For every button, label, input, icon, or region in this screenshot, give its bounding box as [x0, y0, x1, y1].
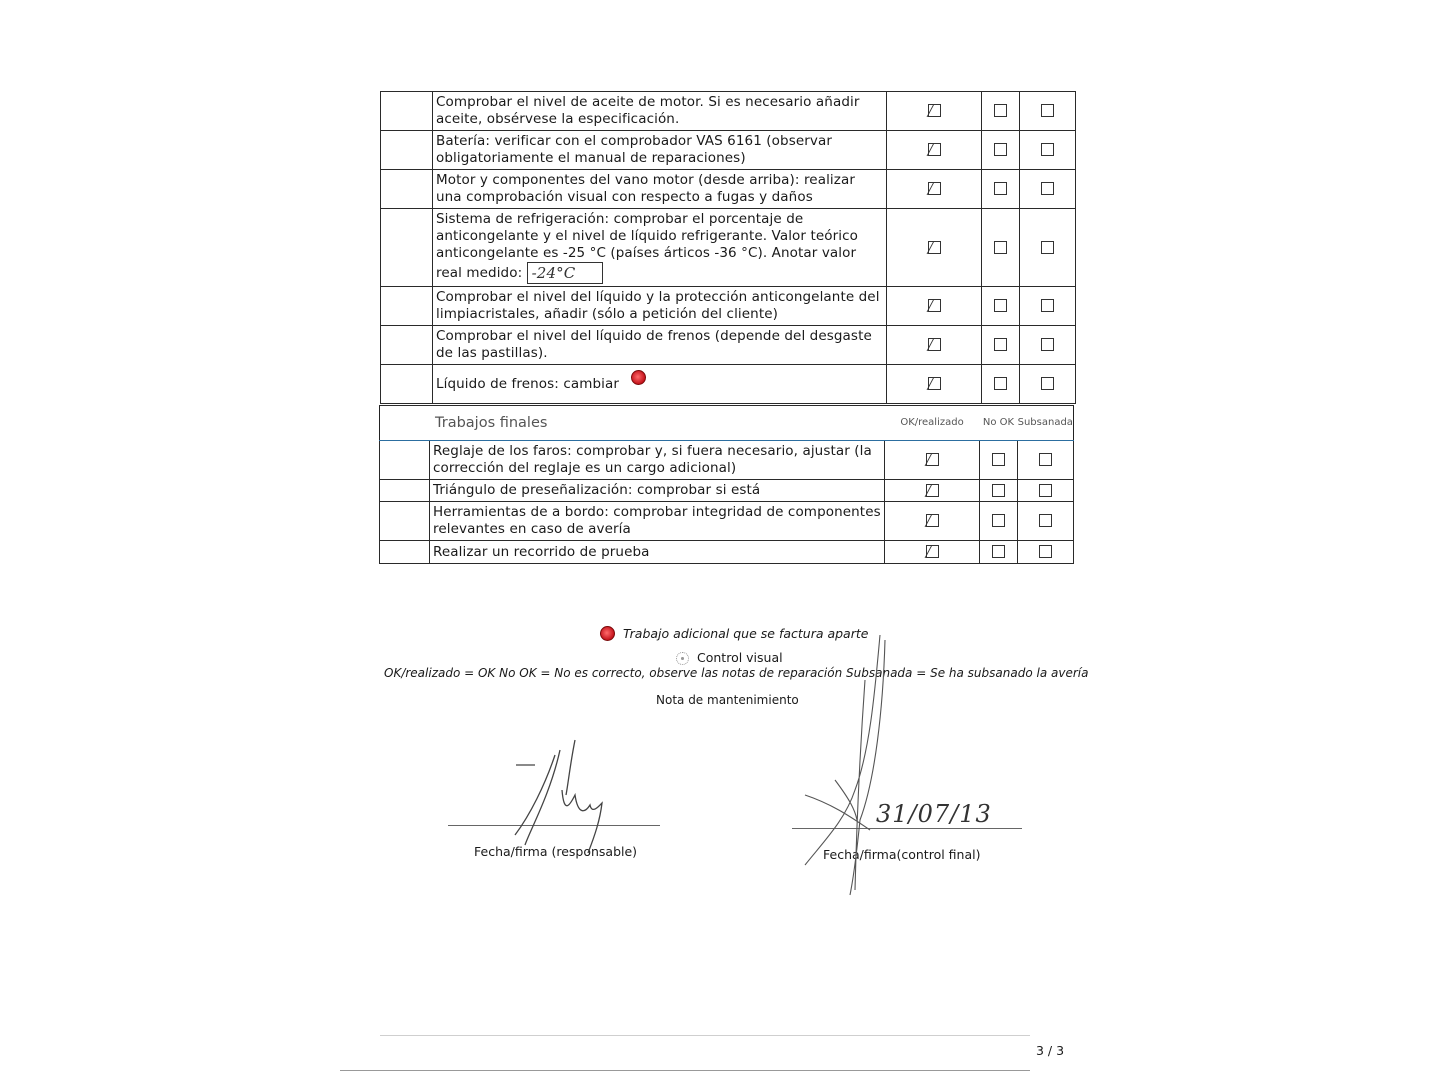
- fixed-checkbox-cell: [1020, 326, 1076, 365]
- ok-checkbox[interactable]: [926, 514, 939, 527]
- maintenance-checklist-table: [380, 91, 1076, 404]
- ok-checkbox-cell: [887, 365, 982, 404]
- row-number-cell: [381, 326, 433, 365]
- checklist-row: [381, 326, 1076, 365]
- row-description-cell: [430, 441, 885, 480]
- fixed-checkbox-cell: [1018, 541, 1074, 564]
- not-ok-checkbox-cell: [982, 92, 1020, 131]
- fixed-checkbox-cell: [1018, 480, 1074, 502]
- not-ok-checkbox-cell: [980, 541, 1018, 564]
- final-work-header-row: [380, 406, 1074, 441]
- ok-checkbox[interactable]: [928, 338, 941, 351]
- checklist-row: [381, 209, 1076, 287]
- not-ok-checkbox[interactable]: [994, 377, 1007, 390]
- not-ok-checkbox-cell: [982, 170, 1020, 209]
- fixed-checkbox[interactable]: [1041, 241, 1054, 254]
- row-description: Comprobar el nivel del líquido de frenos (depende del desgaste de las pastillas).: [436, 328, 872, 361]
- not-ok-checkbox-cell: [982, 209, 1020, 287]
- not-ok-checkbox-cell: [980, 480, 1018, 502]
- ok-checkbox-cell: [887, 170, 982, 209]
- row-description: Sistema de refrigeración: comprobar el porcentaje de anticongelante y el nivel de líquido refrigerante. Valor teórico anticongelante es -25 °C (países árticos -36 °C). Anotar valor real medido:: [436, 211, 858, 281]
- row-description-cell: [433, 131, 887, 170]
- row-description-cell: [430, 541, 885, 564]
- not-ok-checkbox[interactable]: [994, 104, 1007, 117]
- measured-value-field[interactable]: -24°C: [527, 262, 603, 284]
- not-ok-checkbox[interactable]: [994, 143, 1007, 156]
- ok-checkbox-cell: [887, 326, 982, 365]
- not-ok-checkbox[interactable]: [992, 514, 1005, 527]
- not-ok-checkbox[interactable]: [992, 453, 1005, 466]
- ok-checkbox[interactable]: [926, 453, 939, 466]
- ok-checkbox[interactable]: [928, 377, 941, 390]
- row-number-cell: [381, 209, 433, 287]
- not-ok-checkbox-cell: [982, 326, 1020, 365]
- fixed-checkbox[interactable]: [1041, 299, 1054, 312]
- row-description-cell: [433, 326, 887, 365]
- not-ok-checkbox-cell: [980, 441, 1018, 480]
- footer-rule-lower: [340, 1070, 1030, 1071]
- legend-visual-check: [676, 650, 783, 665]
- not-ok-checkbox[interactable]: [992, 545, 1005, 558]
- page-number: 3 / 3: [1036, 1043, 1065, 1058]
- section-title: Trabajos finales: [380, 406, 885, 441]
- not-ok-checkbox-cell: [980, 502, 1018, 541]
- fixed-checkbox[interactable]: [1039, 453, 1052, 466]
- signature-label-final: Fecha/firma(control final): [823, 847, 981, 862]
- row-number-cell: [381, 365, 433, 404]
- red-dot-icon: [631, 370, 646, 385]
- checklist-row: [380, 502, 1074, 541]
- eye-icon: [676, 652, 689, 665]
- row-description-cell: [430, 502, 885, 541]
- legend-abbreviations: OK/realizado = OK No OK = No es correcto, observe las notas de reparación Subsanada = Se ha subsanado la avería: [384, 666, 1089, 680]
- not-ok-checkbox[interactable]: [994, 338, 1007, 351]
- checklist-row: [381, 287, 1076, 326]
- row-description-cell: [433, 365, 887, 404]
- ok-checkbox[interactable]: [928, 143, 941, 156]
- ok-checkbox-cell: [887, 287, 982, 326]
- fixed-checkbox[interactable]: [1041, 338, 1054, 351]
- row-description-cell: [433, 287, 887, 326]
- row-description-cell: [433, 170, 887, 209]
- ok-checkbox-cell: [885, 502, 980, 541]
- not-ok-checkbox[interactable]: [992, 484, 1005, 497]
- ok-checkbox[interactable]: [928, 241, 941, 254]
- checklist-row: [381, 170, 1076, 209]
- row-number-cell: [381, 170, 433, 209]
- row-description: Triángulo de preseñalización: comprobar si está: [433, 482, 761, 498]
- ok-checkbox[interactable]: [926, 484, 939, 497]
- signature-label-responsible: Fecha/firma (responsable): [474, 844, 638, 859]
- ok-checkbox[interactable]: [928, 299, 941, 312]
- ok-checkbox-cell: [887, 209, 982, 287]
- footer-rule: [380, 1035, 1030, 1036]
- row-description-cell: [433, 209, 887, 287]
- fixed-checkbox[interactable]: [1041, 182, 1054, 195]
- ok-checkbox-cell: [885, 541, 980, 564]
- row-description: Batería: verificar con el comprobador VAS 6161 (observar obligatoriamente el manual de reparaciones): [436, 133, 832, 166]
- handwritten-date: 31/07/13: [876, 800, 992, 828]
- ok-checkbox[interactable]: [926, 545, 939, 558]
- row-description: Líquido de frenos: cambiar: [436, 375, 620, 392]
- row-description: Comprobar el nivel de aceite de motor. Si es necesario añadir aceite, obsérvese la especificación.: [436, 94, 860, 127]
- col-not-ok-header: No OK: [980, 406, 1018, 441]
- maintenance-note-label: Nota de mantenimiento: [656, 693, 799, 707]
- legend-extra-charge-text: Trabajo adicional que se factura aparte: [623, 626, 869, 641]
- legend-visual-check-text: Control visual: [697, 650, 783, 665]
- not-ok-checkbox[interactable]: [994, 299, 1007, 312]
- fixed-checkbox[interactable]: [1039, 545, 1052, 558]
- ok-checkbox-cell: [887, 131, 982, 170]
- row-number-cell: [380, 441, 430, 480]
- row-number-cell: [381, 287, 433, 326]
- red-dot-icon: [600, 626, 615, 641]
- col-ok-header: OK/realizado: [885, 406, 980, 441]
- fixed-checkbox-cell: [1018, 441, 1074, 480]
- not-ok-checkbox[interactable]: [994, 182, 1007, 195]
- not-ok-checkbox[interactable]: [994, 241, 1007, 254]
- fixed-checkbox[interactable]: [1041, 104, 1054, 117]
- fixed-checkbox-cell: [1020, 92, 1076, 131]
- fixed-checkbox-cell: [1020, 287, 1076, 326]
- responsible-signature: [500, 735, 640, 870]
- not-ok-checkbox-cell: [982, 131, 1020, 170]
- row-description: Realizar un recorrido de prueba: [433, 543, 650, 560]
- fixed-checkbox-cell: [1020, 209, 1076, 287]
- fixed-checkbox-cell: [1020, 170, 1076, 209]
- col-fixed-header: Subsanada: [1018, 406, 1074, 441]
- fixed-checkbox[interactable]: [1041, 377, 1054, 390]
- row-description: Motor y componentes del vano motor (desde arriba): realizar una comprobación visual con respecto a fugas y daños: [436, 172, 855, 205]
- row-number-cell: [380, 480, 430, 502]
- row-number-cell: [380, 502, 430, 541]
- fixed-checkbox[interactable]: [1039, 514, 1052, 527]
- row-description-cell: [433, 92, 887, 131]
- fixed-checkbox[interactable]: [1039, 484, 1052, 497]
- fixed-checkbox[interactable]: [1041, 143, 1054, 156]
- checklist-row: [381, 365, 1076, 404]
- ok-checkbox-cell: [885, 480, 980, 502]
- checklist-row: [381, 92, 1076, 131]
- ok-checkbox[interactable]: [928, 104, 941, 117]
- row-number-cell: [380, 541, 430, 564]
- not-ok-checkbox-cell: [982, 365, 1020, 404]
- fixed-checkbox-cell: [1020, 365, 1076, 404]
- ok-checkbox-cell: [887, 92, 982, 131]
- final-control-signature: [795, 630, 905, 900]
- checklist-row: [381, 131, 1076, 170]
- row-description: Reglaje de los faros: comprobar y, si fuera necesario, ajustar (la corrección del reglaje es un cargo adicional): [433, 443, 872, 476]
- row-description: Comprobar el nivel del líquido y la protección anticongelante del limpiacristales, añadir (sólo a petición del cliente): [436, 289, 880, 322]
- fixed-checkbox-cell: [1020, 131, 1076, 170]
- ok-checkbox[interactable]: [928, 182, 941, 195]
- row-number-cell: [381, 131, 433, 170]
- fixed-checkbox-cell: [1018, 502, 1074, 541]
- not-ok-checkbox-cell: [982, 287, 1020, 326]
- checklist-row: [380, 541, 1074, 564]
- ok-checkbox-cell: [885, 441, 980, 480]
- final-work-table: [379, 405, 1074, 564]
- checklist-row: [380, 441, 1074, 480]
- row-description-cell: [430, 480, 885, 502]
- row-description: Herramientas de a bordo: comprobar integridad de componentes relevantes en caso de avería: [433, 504, 881, 537]
- row-number-cell: [381, 92, 433, 131]
- checklist-row: [380, 480, 1074, 502]
